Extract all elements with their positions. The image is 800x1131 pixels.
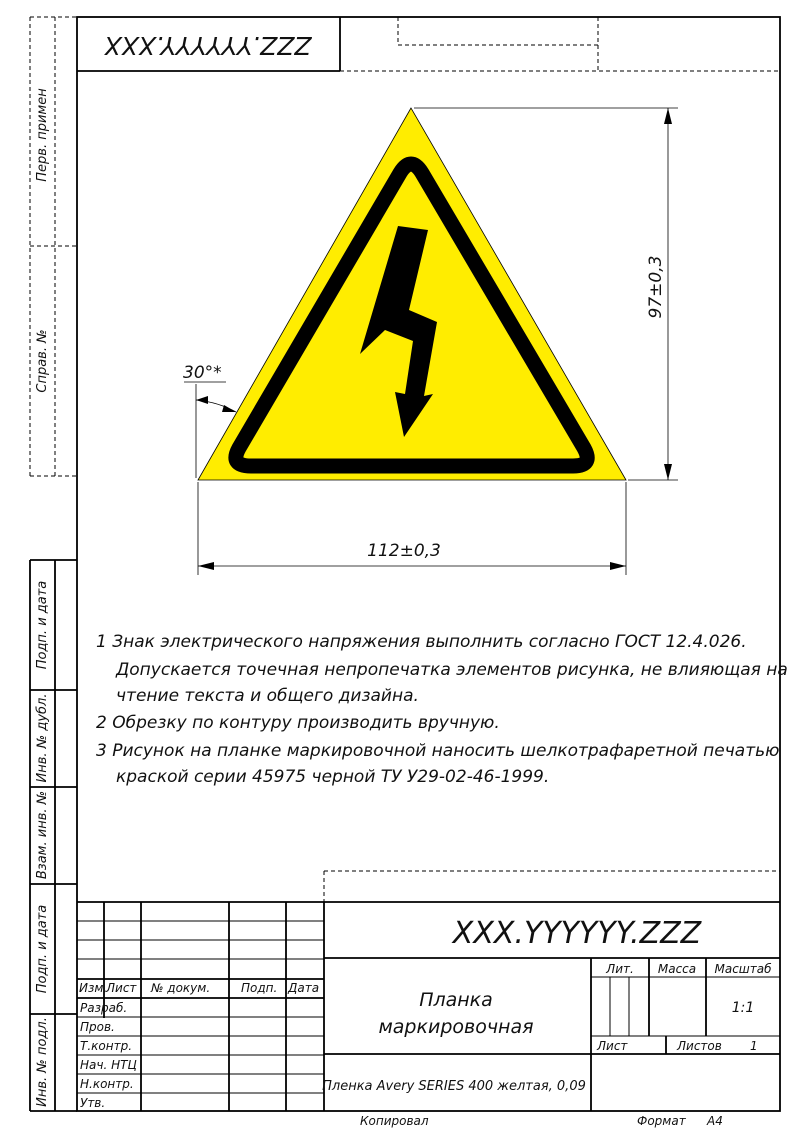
row-utv: Утв. xyxy=(80,1096,106,1110)
massa-label: Масса xyxy=(657,962,697,976)
part-name-line2: маркировочная xyxy=(378,1016,534,1038)
footer-format-value: A4 xyxy=(707,1114,723,1128)
side-label-podp-data-2: Подп. и дата xyxy=(35,904,50,994)
scale-value: 1:1 xyxy=(731,1000,755,1016)
note-line: краской серии 45975 черной ТУ У29-02-46-1999. xyxy=(116,767,550,787)
row-prov: Пров. xyxy=(80,1020,115,1034)
note-line: 1 Знак электрического напряжения выполнить согласно ГОСТ 12.4.026. xyxy=(96,632,747,652)
col-doc-no: № докум. xyxy=(151,981,211,995)
listov-value: 1 xyxy=(750,1039,758,1053)
part-name-line1: Планка xyxy=(419,989,493,1011)
row-tkontr: Т.контр. xyxy=(80,1039,133,1053)
footer-kopiroval: Копировал xyxy=(360,1114,429,1128)
material-spec: Пленка Avery SERIES 400 желтая, 0,09 xyxy=(322,1079,586,1094)
note-line: 3 Рисунок на планке маркировочной наносить шелкотрафаретной печатью xyxy=(96,741,780,761)
note-line: Допускается точечная непропечатка элементов рисунка, не влияющая на xyxy=(116,660,788,680)
side-label-sprav-no: Справ. № xyxy=(35,329,50,393)
technical-notes xyxy=(96,632,788,787)
side-label-podp-data-1: Подп. и дата xyxy=(35,580,50,670)
col-data: Дата xyxy=(288,981,320,995)
left-upper-column xyxy=(30,17,77,476)
row-razrab: Разраб. xyxy=(80,1001,128,1015)
height-dimension-label: 97±0,3 xyxy=(646,255,666,319)
top-stamp-code: ZZZ.YYYYYY.XXX xyxy=(104,31,312,60)
note-line: 2 Обрезку по контуру производить вручную. xyxy=(96,713,500,733)
electric-hazard-sign xyxy=(198,108,626,480)
note-line: чтение текста и общего дизайна. xyxy=(116,686,419,706)
side-label-inv-dubl: Инв. № дубл. xyxy=(35,693,50,783)
designation-code: XXX.YYYYYY.ZZZ xyxy=(452,916,702,951)
side-label-inv-podl: Инв. № подл. xyxy=(35,1017,50,1107)
listov-label: Листов xyxy=(677,1039,722,1053)
lit-label: Лит. xyxy=(606,962,634,976)
width-dimension-label: 112±0,3 xyxy=(367,541,441,561)
row-nach-ntc: Нач. НТЦ xyxy=(80,1058,137,1072)
side-label-vzam-inv: Взам. инв. № xyxy=(35,790,50,880)
row-nkontr: Н.контр. xyxy=(80,1077,134,1091)
col-izm: Изм. xyxy=(79,981,108,995)
masshtab-label: Масштаб xyxy=(714,962,772,976)
list-label: Лист xyxy=(597,1039,628,1053)
side-label-perv-primen: Перв. примен xyxy=(35,88,50,182)
footer-format: Формат xyxy=(637,1114,686,1128)
col-list: Лист xyxy=(106,981,137,995)
angle-dimension-label: 30°* xyxy=(183,363,222,383)
col-podp: Подп. xyxy=(241,981,278,995)
